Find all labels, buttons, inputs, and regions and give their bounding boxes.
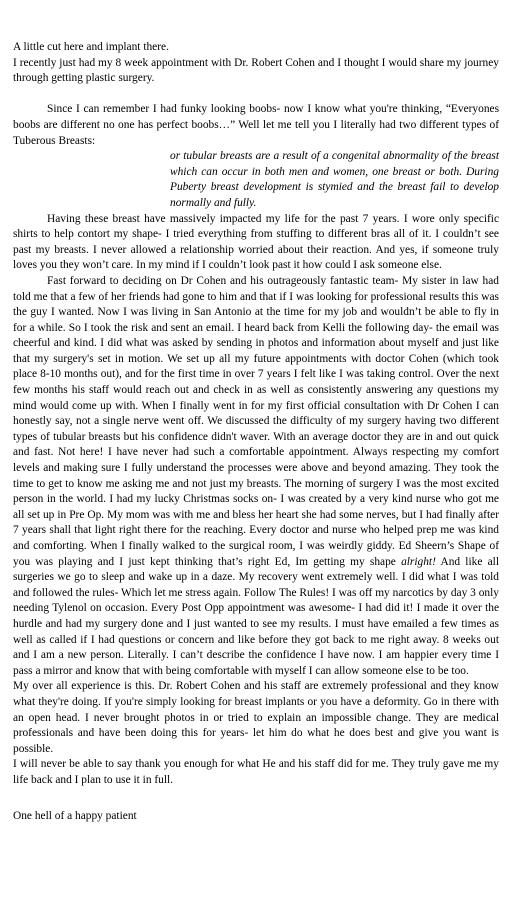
paragraph-thanks: I will never be able to say thank you enough for what He and his staff did for me. They truly gave me my life back and I plan to use it in full.	[13, 758, 499, 786]
paragraph-impact: Having these breast have massively impacted my life for the past 7 years. I wore only specific shirts to help contort my shape- I tried everything from stuffing to different bras all of it. I couldn’t see past my breasts. I never allowed a relationship worried about their reaction. And yes, if someone truly loves you they won’t care. In my mind if I couldn’t look past it how could I ask someone else.	[13, 212, 499, 272]
paragraph-tuberous: Since I can remember I had funky looking boobs- now I know what you're thinking, “Everyones boobs are different no one has perfect boobs…” Well let me tell you I literally had two different types of Tuberous Breasts:	[13, 103, 499, 147]
paragraph-experience: My over all experience is this. Dr. Robert Cohen and his staff are extremely professional and they know what they're doing. If you're simply looking for breast implants or you have a deformity. Go in there with an open head. I never brought photos in or tried to explain an impossible change. They are medical professionals and have been doing this for years- let him do what he does best and give you want is possible.	[13, 680, 499, 755]
journey-text-start: Fast forward to deciding on Dr Cohen and his outrageously fantastic team- My sister in law had told me that a few of her friends had gone to him and that if I was looking for professional results this was the guy I wanted. Now I was living in San Antonio at the time for my job and wouldn’t be able to fly in for a while. So I took the risk and sent an email. I heard back from Kelli the following day- the email was cheerful and kind. I did what was asked by sending in photos and information about myself and just like that my surgery's set in motion. We set up all my future appointments with doctor Cohen (which took place 8-10 months out), and for the first time in over 7 years I felt like I was taking control. Over the next few months his staff would reach out and check in as well as consistently answering any questions my mind would come up with. When I finally went in for my first official consultation with Dr Cohen I can honestly say, not a single nerve went off. We discussed the difficulty of my surgery having two different types of tubular breasts but his confidence didn't waver. With an average doctor they are in and out quick and fast. Not here! I have never had such a comfortable appointment. Always respecting my comfort levels and making sure I fully understand the processes were above and beyond amazing. They took the time to get to know me asking me and not just my breasts. The morning of surgery I was the most excited person in the world. I had my lucky Christmas socks on- I was created by a very kind nurse who got me all set up in Pre Op. My mom was with me and bless her heart she had some nerves, but I had finally after 7 years shall that light right there for the reaching. Every doctor and nurse who helped prep me was kind and comforting. When I finally walked to the surgical room, I was weirdly giddy. Ed Sheern’s Shape of you was playing and I just kept thinking that’s right Ed, Im getting my shape	[13, 274, 499, 568]
intro-paragraph: I recently just had my 8 week appointment with Dr. Robert Cohen and I thought I would share my journey through getting plastic surgery.	[13, 56, 499, 85]
journey-text-end: And like all surgeries we go to sleep and wake up in a daze. My recovery went extremely well. I did what I was told and followed the rules- Which let me stress again. Follow The Rules! I was off my narcotics by day 3 only needing Tylenol on occasion. Every Post Opp appointment was awesome- I had did it! I made it over the hurdle and had my surgery done and I just wanted to see my results. I must have emailed a few times as well as called if I had questions or concern and like before they got back to me right away. 8 weeks out and I am a new person. Literally. I can’t describe the confidence I have now. I am happier every time I pass a mirror and know that with being comfortable with myself I can allow someone else to be too.	[13, 555, 499, 677]
document-title: A little cut here and implant there.	[13, 41, 169, 53]
paragraph-journey	[13, 274, 499, 679]
journey-emphasis: alright!	[401, 555, 436, 568]
signoff: One hell of a happy patient	[13, 809, 137, 822]
definition-quote: or tubular breasts are a result of a congenital abnormality of the breast which can occur in both men and women, one breast or both. During Puberty breast development is stymied and the breast fail to develop normally and fully.	[170, 150, 499, 209]
